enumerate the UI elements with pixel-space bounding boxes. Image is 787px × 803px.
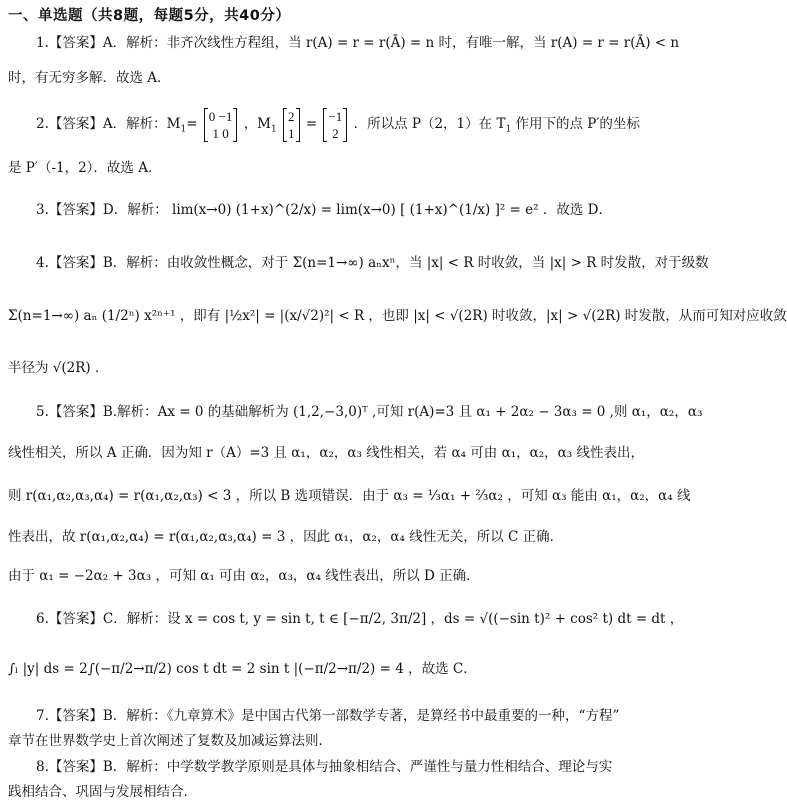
- q2-sub-1: 1: [180, 124, 187, 135]
- q5-line-5: 由于 α₁ = −2α₂ + 3α₃ ，可知 α₁ 可由 α₂，α₃，α₄ 线性表出，所以 D 正确．: [8, 568, 480, 584]
- q4-line-3: 半径为 √(2R) ．: [8, 360, 109, 376]
- q2-eq-2: =: [305, 116, 318, 132]
- matrix-m3-row-2: 2: [332, 125, 339, 141]
- q6-line-1: 6.【答案】C．解析：设 x = cos t, y = sin t, t ∈ [−π/2, 3π/2] ，ds = √((−sin t)² + cos² t) dt = dt ，: [36, 611, 684, 627]
- matrix-m1-row-2: 1 0: [212, 125, 229, 141]
- matrix-m3: [323, 108, 347, 142]
- q2-sub-3: 1: [505, 124, 512, 135]
- q5-line-3: 则 r(α₁,α₂,α₃,α₄) = r(α₁,α₂,α₃) < 3 ，所以 B 选项错误．由于 α₃ = ⅓α₁ + ⅔α₂ ，可知 α₃ 能由 α₁，α₂，α₄ 线: [8, 488, 691, 504]
- matrix-m2: [283, 108, 300, 142]
- matrix-m3-row-1: −1: [328, 108, 343, 124]
- q5-line-4: 性表出，故 r(α₁,α₂,α₄) = r(α₁,α₂,α₃,α₄) = 3 ，因此 α₁，α₂，α₄ 线性无关，所以 C 正确．: [8, 529, 564, 545]
- q2-line-1: [36, 104, 641, 144]
- matrix-m2-row-1: 2: [288, 108, 295, 124]
- q2-eq-1: =: [186, 116, 198, 132]
- matrix-m1: [204, 108, 238, 142]
- q2-suffix-2: 作用下的点 P′的坐标: [511, 116, 640, 132]
- q3-line: 3.【答案】D．解析： lim(x→0) (1+x)^(2/x) = lim(x→0) [ (1+x)^(1/x) ]² = e² ．故选 D．: [36, 202, 612, 218]
- q6-line-2: ∫ₗ |y| ds = 2∫(−π/2→π/2) cos t dt = 2 sin t |(−π/2→π/2) = 4 ，故选 C．: [8, 661, 477, 677]
- q2-mid: ，M: [243, 116, 272, 132]
- q8-line-1: 8.【答案】B．解析：中学数学教学原则是具体与抽象相结合、严谨性与量力性相结合、理论与实: [36, 759, 613, 775]
- q4-line-1: 4.【答案】B．解析：由收敛性概念，对于 Σ(n=1→∞) aₙxⁿ，当 |x| < R 时收敛，当 |x| > R 时发散，对于级数: [36, 255, 709, 271]
- q2-sub-2: 1: [271, 124, 277, 135]
- q4-line-2: Σ(n=1→∞) aₙ (1/2ⁿ) x²ⁿ⁺¹ ，即有 |½x²| = |(x/√2)²| < R ，也即 |x| < √(2R) 时收敛，|x| > √(2R) 时发散，从而可知对应收敛: [8, 308, 787, 324]
- q8-line-2: 践相结合、巩固与发展相结合．: [8, 784, 197, 800]
- q2-prefix: 2.【答案】A．解析：M: [36, 116, 181, 132]
- q5-line-1: 5.【答案】B.解析：Ax = 0 的基础解析为 (1,2,−3,0)ᵀ ,可知 r(A)=3 且 α₁ + 2α₂ − 3α₃ = 0 ,则 α₁，α₂，α₃: [36, 404, 703, 420]
- matrix-m1-row-1: 0 −1: [208, 108, 233, 124]
- q1-line-2: 时，有无穷多解．故选 A．: [8, 70, 171, 86]
- section-heading: 一、单选题（共8题，每题5分，共40分）: [8, 8, 291, 24]
- q1-line-1: 1.【答案】A．解析：非齐次线性方程组，当 r(A) = r = r(Ā) = n 时，有唯一解，当 r(A) = r = r(Ā) < n: [36, 35, 680, 51]
- q7-line-1: 7.【答案】B．解析：《九章算术》是中国古代第一部数学专著，是算经书中最重要的一种，“方程”: [36, 708, 620, 724]
- matrix-m2-row-2: 1: [288, 125, 295, 141]
- q5-line-2: 线性相关，所以 A 正确．因为知 r（A）=3 且 α₁，α₂，α₃ 线性相关，若 α₄ 可由 α₁，α₂，α₃ 线性表出，: [8, 445, 644, 461]
- q7-line-2: 章节在世界数学史上首次阐述了复数及加减运算法则．: [8, 733, 332, 749]
- q2-line-2: 是 P′（-1，2）．故选 A．: [8, 160, 162, 176]
- q2-suffix: ．所以点 P（2，1）在 T: [353, 116, 506, 132]
